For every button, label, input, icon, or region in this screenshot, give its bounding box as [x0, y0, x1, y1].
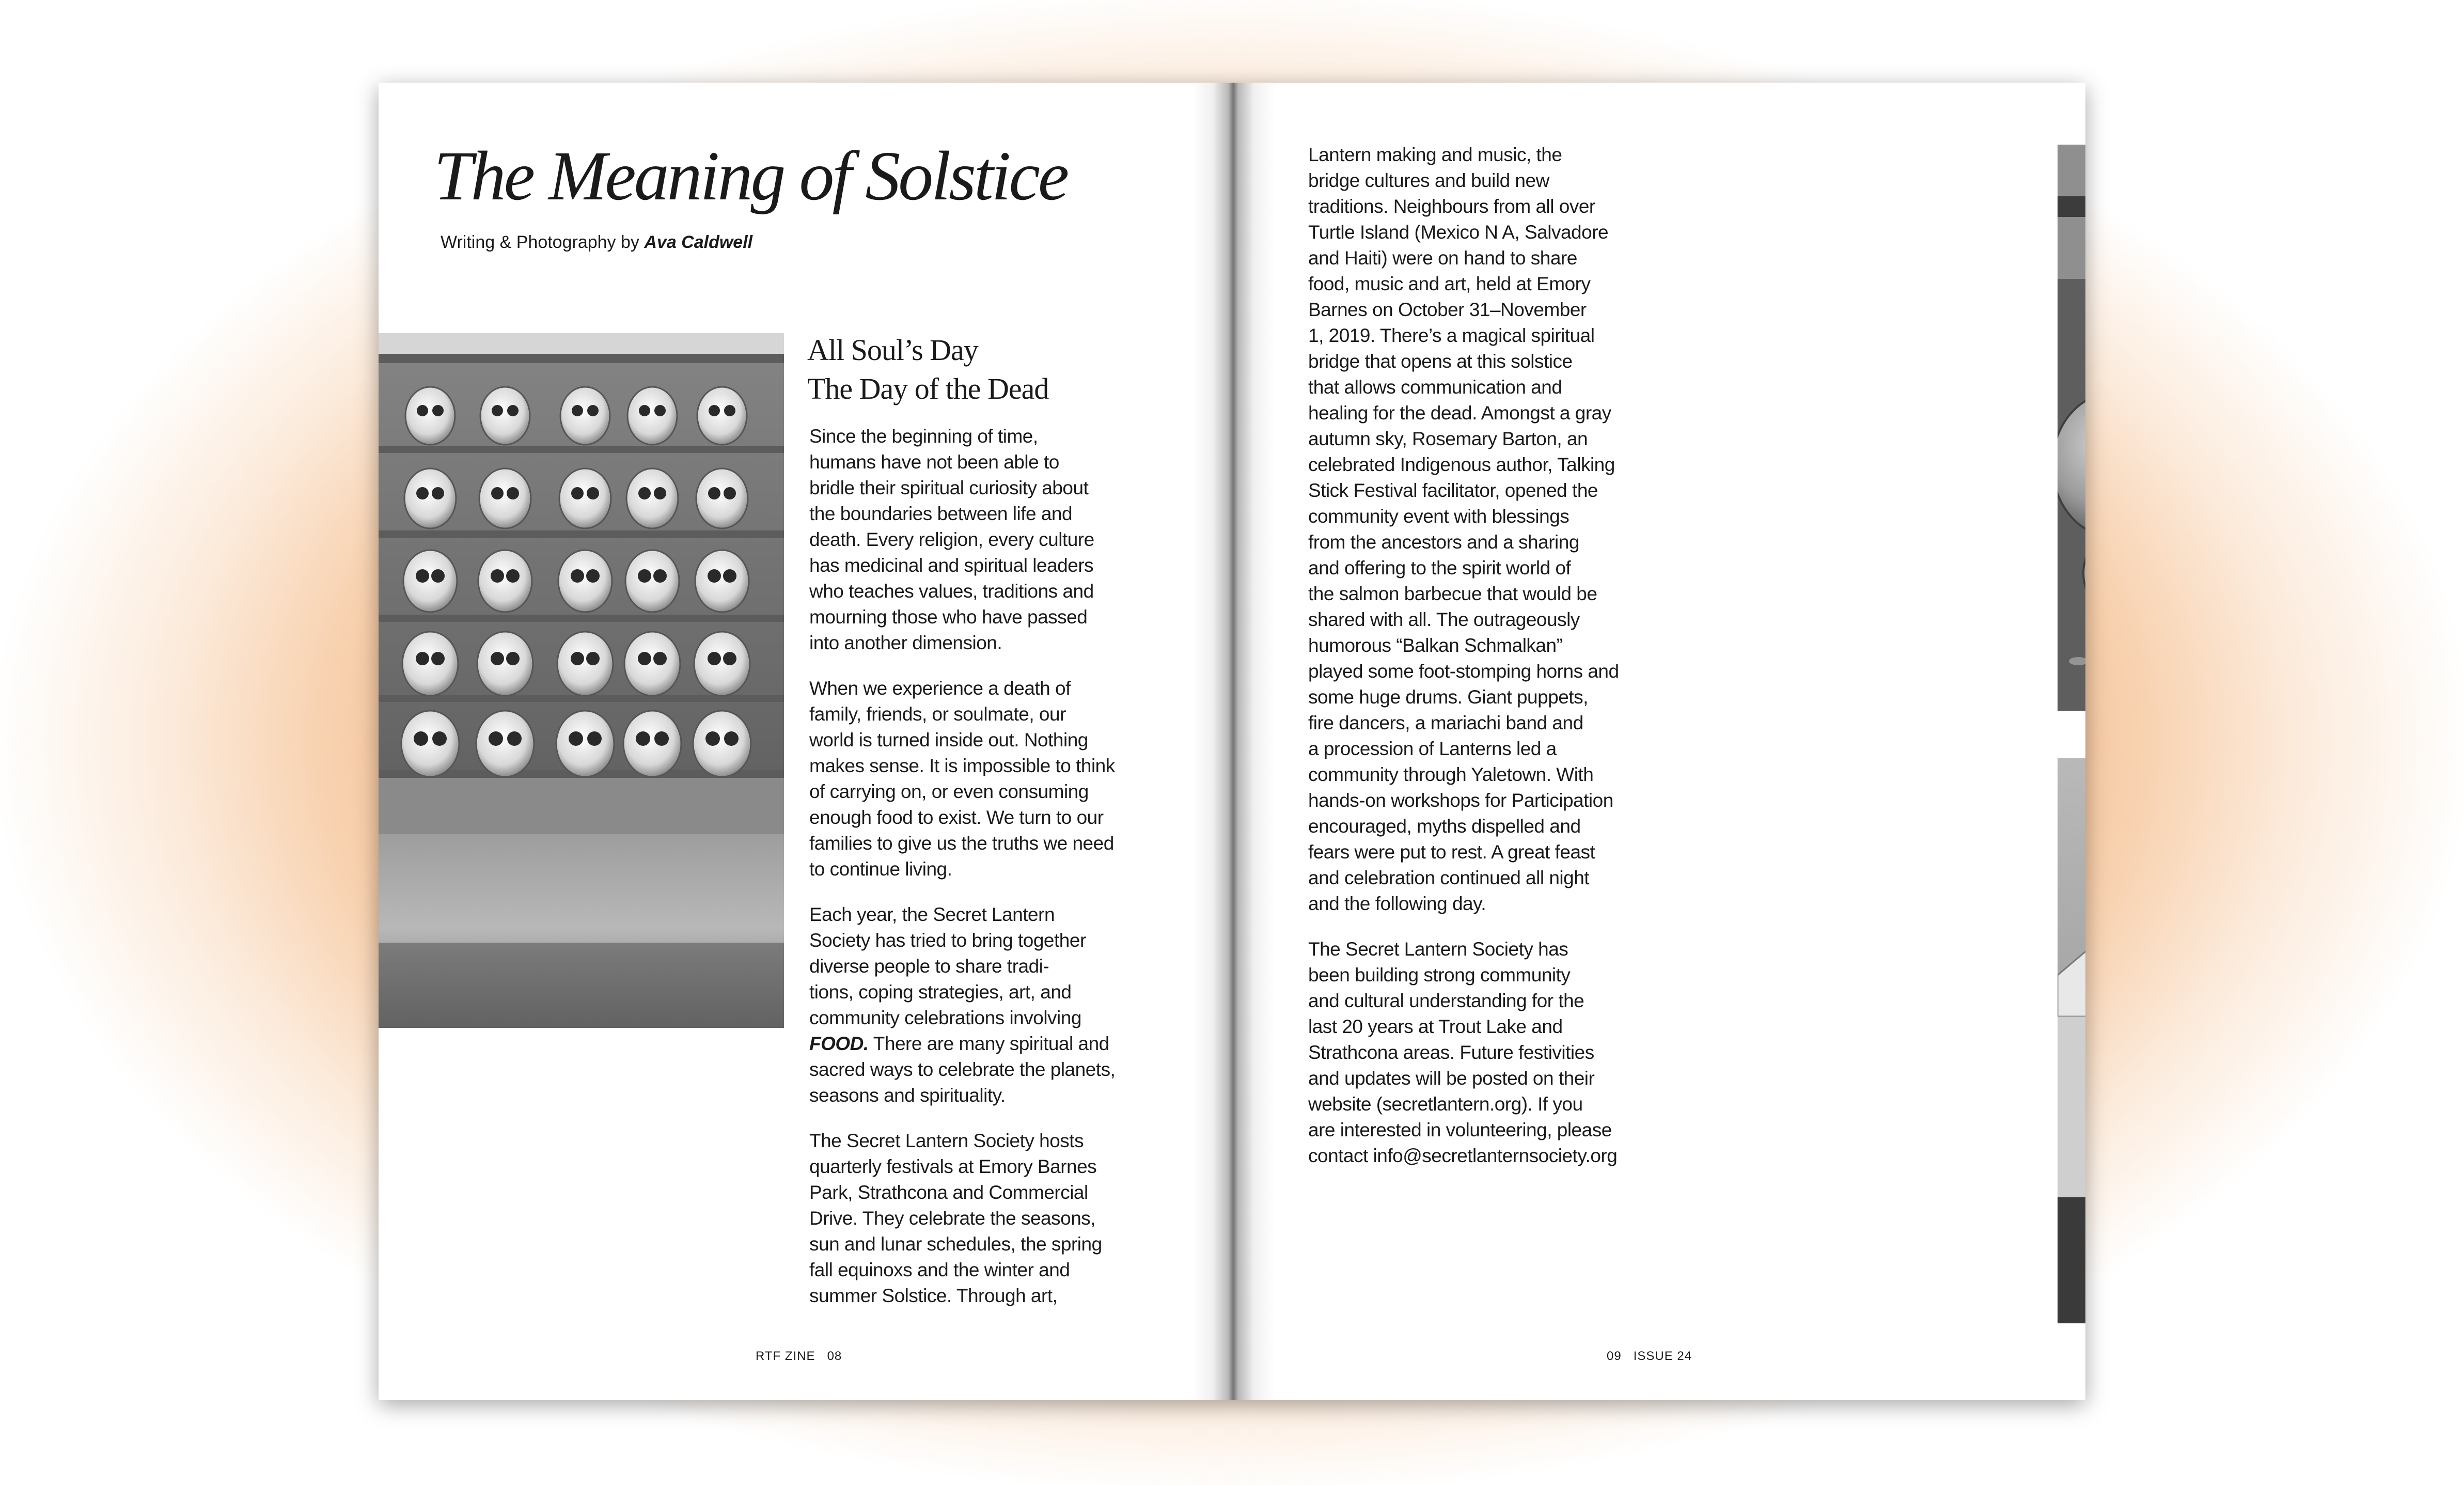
footer-label: ISSUE 24: [1633, 1349, 1692, 1363]
skulls-photo-graphic: [379, 333, 784, 1028]
performers-photo: [2058, 758, 2085, 1323]
skulls-photo: [379, 333, 784, 1028]
body-paragraph: Since the beginning of time, humans have not been able to bridle their spiritual curiosity about the boundaries between life and death. Every religion, every culture has medicinal and spiritual leaders who teaches values, traditions and mourning those who have passed into another dimension.: [809, 426, 1094, 653]
right-page: [1231, 83, 2085, 1400]
byline-prefix: Writing & Photography by: [441, 232, 645, 252]
magazine-spread: [379, 83, 2085, 1400]
page-footer-left: [756, 1349, 842, 1364]
paragraph-text: Each year, the Secret Lantern Society has tried to bring together diverse people to share tradi- tions, coping strategies, art, and community celebrations involving: [809, 904, 1086, 1028]
pumpkins-photo-graphic: [2058, 145, 2085, 711]
performers-photo-graphic: [2058, 758, 2085, 1323]
page-number: 09: [1607, 1349, 1622, 1363]
page-number: 08: [827, 1349, 842, 1363]
section-subhead: [807, 331, 1048, 408]
pumpkins-photo: [2058, 145, 2085, 711]
body-paragraph: When we experience a death of family, friends, or soulmate, our world is turned inside out. Nothing makes sense. It is impossible to think of carrying on, or even consuming enough food to exist. We turn to our families to give us the truths we need to continue living.: [809, 678, 1115, 880]
subhead-line-2: The Day of the Dead: [807, 372, 1049, 405]
body-paragraph: Lantern making and music, the bridge cultures and build new traditions. Neighbours from all over Turtle Island (Mexico N A, Salvadore and Haiti) were on hand to share food, music and art, held at Emory Barnes on October 31–November 1, 2019. There’s a magical spiritual bridge that opens at this solstice that allows communication and healing for the dead. Amongst a gray autumn sky, Rosemary Barton, an celebrated Indigenous author, Talking Stick Festival facilitator, opened the community event with blessings from the ancestors and a sharing and offering to the spirit world of the salmon barbecue that would be shared with all. The outrageously humorous “Balkan Schmalkan” played some foot-stomping horns and some huge drums. Giant puppets, fire dancers, a mariachi band and a procession of Lanterns led a community through Yaletown. With hands-on workshops for Participation encouraged, myths dispelled and fears were put to rest. A great feast and celebration continued all night and the following day.: [1308, 144, 1619, 914]
left-text-column: [809, 424, 1181, 1328]
article-title: The Meaning of Solstice: [434, 137, 1068, 215]
byline: [441, 232, 752, 253]
left-page: [379, 83, 1231, 1400]
byline-author: Ava Caldwell: [644, 232, 753, 252]
emphasis-food: FOOD.: [809, 1033, 869, 1054]
body-paragraph: The Secret Lantern Society has been building strong community and cultural understanding for the last 20 years at Trout Lake and Strathcona areas. Future festivities and updates will be posted on their website (secretlantern.org). If you are interested in volunteering, please contact info@secretlanternsociety.org: [1308, 939, 1618, 1166]
footer-label: RTF ZINE: [756, 1349, 815, 1363]
paragraph-text: There are many spiritual and sacred ways to celebrate the planets, seasons and spirituality.: [809, 1033, 1116, 1106]
page-footer-right: [1607, 1349, 1692, 1364]
subhead-line-1: All Soul’s Day: [807, 333, 978, 367]
right-text-column: [1308, 142, 1680, 1189]
body-paragraph: The Secret Lantern Society hosts quarterly festivals at Emory Barnes Park, Strathcona and Commercial Drive. They celebrate the seasons, sun and lunar schedules, the spring fall equinoxs and the winter and summer Solstice. Through art,: [809, 1130, 1102, 1306]
body-paragraph: [809, 902, 1181, 1108]
